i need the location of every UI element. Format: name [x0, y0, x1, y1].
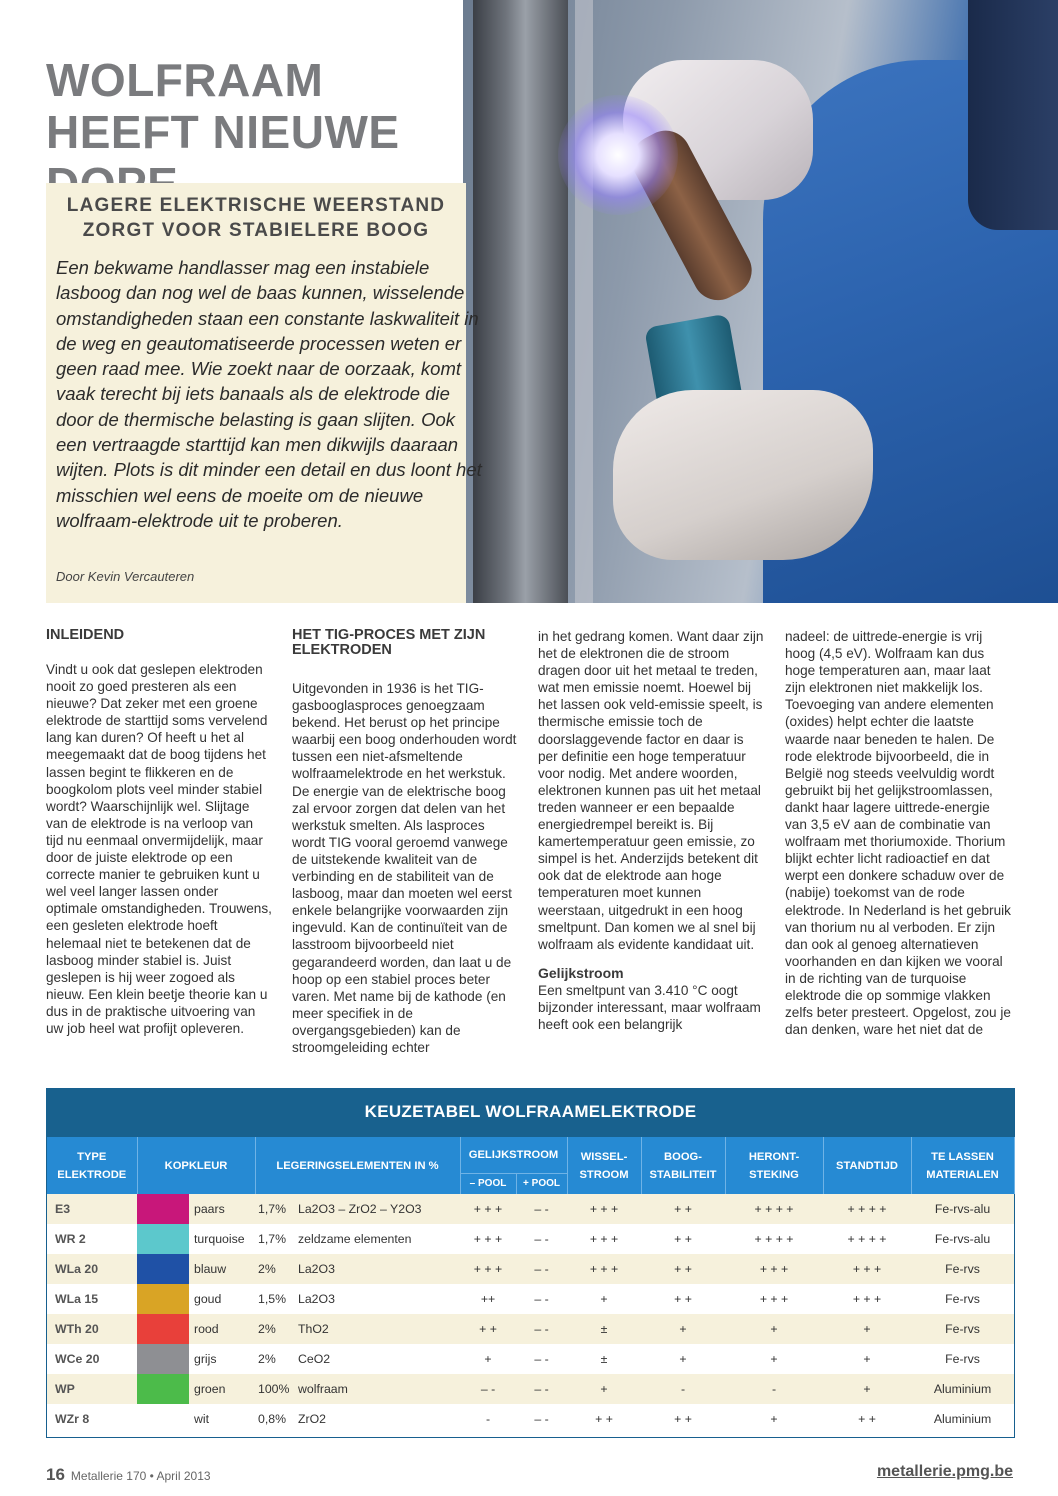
color-swatch — [137, 1194, 189, 1224]
cell-type: WLa 20 — [47, 1254, 137, 1284]
cell-lifetime: + + + — [823, 1284, 911, 1314]
cell-materials: Fe-rvs — [911, 1254, 1014, 1284]
welding-photo — [463, 0, 1058, 603]
cell-arc-stability: + — [641, 1344, 725, 1374]
cell-arc-stability: + + — [641, 1404, 725, 1434]
cell-ac: + — [567, 1284, 641, 1314]
cell-elements: ZrO2 — [295, 1404, 460, 1434]
cell-reignition: + + + — [725, 1284, 823, 1314]
cell-reignition: + — [725, 1404, 823, 1434]
color-swatch — [137, 1314, 189, 1344]
cell-elements: wolfraam — [295, 1374, 460, 1404]
body-text: Vindt u ook dat geslepen elektroden nooit zo goed presteren als een nieuwe? Dat zeker met een groene elektrode de starttijd soms vervelend lang kan duren? Of heeft u het al meegemaakt dat de boog tijdens het lassen begint te flikkeren en de boogkolom plots veel minder stabiel wordt? Waarschijnlijk wel. Slijtage van de elektrode is na verloop van tijd nu eenmaal onvermijdelijk, maar door de juiste elektrode op een correcte manier te gebruiken kunt u wel veel langer lassen onder optimale omstandigheden. Trouwens, een gesleten elektrode hoeft helemaal niet te betekenen dat de lasboog minder stabiel is. Juist geslepen is hij weer zogoed als nieuw. Een klein beetje theorie kan u dus in de praktische uitvoering van uw job heel wat profijt opleveren. — [46, 662, 272, 1036]
cell-percentage: 2% — [255, 1254, 295, 1284]
cell-dc-minus: + + + — [460, 1254, 516, 1284]
body-text: nadeel: de uittrede-energie is vrij hoog (4,5 eV). Wolfraam kan dus hoge temperaturen aan, maar laat zijn elektronen niet makkelijk los. Toevoeging van andere elementen (oxides) helpt echter die laatste waarde naar beneden te halen. De rode elektrode bijvoorbeeld, die in België nog steeds veelvuldig wordt gebruikt bij het gelijkstroomlassen, dankt haar lagere uittrede-energie van 3,5 eV aan de combinatie van wolfraam met thoriumoxide. Thorium blijkt echter licht radioactief en dat werpt een donkere schaduw over de (nabije) toekomst van de rode elektrode. In Nederland is het gebruik van thorium nu al verboden. Er zijn dan ook al genoeg alternatieven voorhanden en dan kijken we vooral in de richting van de turquoise elektrode die op sommige vlakken zelfs beter presteert. Opgelost, zou je dan denken, ware het niet dat de — [785, 629, 1011, 1038]
table-row — [47, 1404, 1014, 1434]
table-row — [47, 1344, 1014, 1374]
cell-elements: ThO2 — [295, 1314, 460, 1344]
subheading-gelijkstroom: Gelijkstroom — [538, 964, 624, 981]
color-swatch — [137, 1254, 189, 1284]
cell-ac: ± — [567, 1344, 641, 1374]
table-row — [47, 1284, 1014, 1314]
article-subtitle: LAGERE ELEKTRISCHE WEERSTAND ZORGT VOOR STABIELERE BOOG — [66, 195, 446, 241]
cell-dc-minus: + — [460, 1344, 516, 1374]
cell-ac: + + + — [567, 1224, 641, 1254]
cell-dc-minus: ++ — [460, 1284, 516, 1314]
color-swatch-block — [137, 1284, 189, 1314]
column-3 — [538, 628, 764, 1033]
footer-url[interactable]: metallerie.pmg.be — [876, 1463, 1013, 1480]
header-color: KOPKLEUR — [137, 1137, 255, 1194]
cell-lifetime: + — [823, 1374, 911, 1404]
section-heading-tig: HET TIG-PROCES MET ZIJN ELEKTRODEN — [292, 627, 486, 658]
cell-lifetime: + + + + — [823, 1224, 911, 1254]
cell-arc-stability: + + — [641, 1224, 725, 1254]
header-dc-plus: + POOL — [516, 1174, 567, 1195]
header-arc: BOOG-STABILITEIT — [641, 1137, 725, 1194]
header-dc-minus: – POOL — [460, 1174, 516, 1195]
table-row — [47, 1194, 1014, 1224]
cell-ac: + + + — [567, 1254, 641, 1284]
pipe-shape — [473, 0, 568, 603]
cell-reignition: + + + + — [725, 1194, 823, 1224]
cell-arc-stability: + — [641, 1314, 725, 1344]
cell-materials: Fe-rvs-alu — [911, 1194, 1014, 1224]
color-swatch-block — [137, 1194, 189, 1224]
cell-dc-plus: – - — [516, 1284, 567, 1314]
color-swatch — [137, 1374, 189, 1404]
header-ac: WISSEL-STROOM — [567, 1137, 641, 1194]
header-reignite: HERONT-STEKING — [725, 1137, 823, 1194]
color-swatch — [137, 1224, 189, 1254]
cell-ac: + + — [567, 1404, 641, 1434]
cell-percentage: 2% — [255, 1344, 295, 1374]
cell-arc-stability: + + — [641, 1194, 725, 1224]
arc-glow — [558, 95, 678, 215]
cell-percentage: 0,8% — [255, 1404, 295, 1434]
cell-elements: La2O3 — [295, 1254, 460, 1284]
cell-lifetime: + + + + — [823, 1194, 911, 1224]
header-life: STANDTIJD — [823, 1137, 911, 1194]
table-title: KEUZETABEL WOLFRAAMELEKTRODE — [47, 1089, 1014, 1137]
color-swatch — [137, 1284, 189, 1314]
cell-type: WR 2 — [47, 1224, 137, 1254]
cell-reignition: - — [725, 1374, 823, 1404]
electrode-table — [47, 1137, 1015, 1434]
footer-page — [46, 1465, 211, 1485]
cell-ac: + + + — [567, 1194, 641, 1224]
table-body — [47, 1194, 1014, 1434]
column-4 — [785, 628, 1011, 1038]
table-row — [47, 1224, 1014, 1254]
cell-color-name: groen — [189, 1374, 255, 1404]
cell-color-name: turquoise — [189, 1224, 255, 1254]
cell-dc-minus: + + + — [460, 1194, 516, 1224]
article-title: WOLFRAAM HEEFT NIEUWE — [46, 54, 400, 158]
cell-elements: CeO2 — [295, 1344, 460, 1374]
color-swatch-block — [137, 1314, 189, 1344]
cell-dc-minus: + + — [460, 1314, 516, 1344]
cell-color-name: grijs — [189, 1344, 255, 1374]
cell-reignition: + + + + — [725, 1224, 823, 1254]
cell-arc-stability: - — [641, 1374, 725, 1404]
cell-arc-stability: + + — [641, 1284, 725, 1314]
page-number: 16 — [46, 1465, 65, 1484]
cell-percentage: 1,5% — [255, 1284, 295, 1314]
column-2 — [292, 628, 518, 1056]
cell-dc-plus: – - — [516, 1254, 567, 1284]
cell-type: WZr 8 — [47, 1404, 137, 1434]
column-1 — [46, 628, 272, 1037]
cell-lifetime: + — [823, 1344, 911, 1374]
cell-percentage: 2% — [255, 1314, 295, 1344]
byline: Door Kevin Vercauteren — [56, 569, 195, 584]
glove-lower-shape — [613, 390, 873, 560]
cell-materials: Fe-rvs-alu — [911, 1224, 1014, 1254]
cell-dc-plus: – - — [516, 1224, 567, 1254]
cell-lifetime: + — [823, 1314, 911, 1344]
color-swatch-block — [137, 1404, 189, 1434]
cell-ac: ± — [567, 1314, 641, 1344]
color-swatch — [137, 1344, 189, 1374]
cell-materials: Aluminium — [911, 1404, 1014, 1434]
cell-type: WTh 20 — [47, 1314, 137, 1344]
intro-box — [46, 183, 482, 603]
cell-color-name: blauw — [189, 1254, 255, 1284]
color-swatch — [137, 1404, 189, 1434]
magazine-issue: Metallerie 170 • April 2013 — [70, 1469, 211, 1483]
cell-lifetime: + + + — [823, 1254, 911, 1284]
cell-color-name: wit — [189, 1404, 255, 1434]
cell-dc-plus: – - — [516, 1314, 567, 1344]
cell-dc-plus: – - — [516, 1404, 567, 1434]
color-swatch-block — [137, 1224, 189, 1254]
article-lead: Een bekwame handlasser mag een instabiele lasboog dan nog wel de baas kunnen, wisselende omstandigheden staan een constante laskwaliteit in de weg en geautomatiseerde processen weten er geen raad mee. Wie zoekt naar de oorzaak, komt vaak terecht bij iets banaals als de elektrode die door de thermische belasting is gaan slijten. Ook een vertraagde starttijd kan men dikwijls daaraan wijten. Plots is dit minder een detail en dus loont het misschien wel eens de moeite om de nieuwe wolfraam-elektrode uit te proberen. — [56, 257, 482, 531]
cell-reignition: + — [725, 1314, 823, 1344]
cell-dc-minus: + + + — [460, 1224, 516, 1254]
header-type: TYPE ELEKTRODE — [47, 1137, 137, 1194]
cell-reignition: + + + — [725, 1254, 823, 1284]
cell-dc-plus: – - — [516, 1344, 567, 1374]
cell-type: WCe 20 — [47, 1344, 137, 1374]
cell-percentage: 1,7% — [255, 1194, 295, 1224]
header-alloy: LEGERINGSELEMENTEN IN % — [255, 1137, 460, 1194]
color-swatch-block — [137, 1344, 189, 1374]
body-text: in het gedrang komen. Want daar zijn het de elektronen die de stroom dragen door uit het metaal te treden, wat men emissie noemt. Hoewel bij het lassen ook veld-emissie speelt, is thermische emissie toch de doorslaggevende factor en daar is per definitie een hoge temperatuur voor nodig. Met andere woorden, elektronen kunnen pas uit het metaal treden wanneer er een bepaalde energiedrempel bereikt is. Bij kamertemperatuur geen emissie, zo simpel is het. Anderzijds betekent dit ook dat de elektrode aan hoge temperaturen moet kunnen weerstaan, uitgedrukt in een hoog smeltpunt. Dan komen we al snel bij wolfraam als evidente kandidaat uit. — [538, 629, 764, 952]
electrode-selection-table — [46, 1088, 1015, 1438]
color-swatch-block — [137, 1254, 189, 1284]
cell-dc-plus: – - — [516, 1374, 567, 1404]
header-dc: GELIJKSTROOM — [460, 1137, 567, 1174]
cell-materials: Aluminium — [911, 1374, 1014, 1404]
cell-dc-minus: – - — [460, 1374, 516, 1404]
header-materials: TE LASSEN MATERIALEN — [911, 1137, 1014, 1194]
cell-arc-stability: + + — [641, 1254, 725, 1284]
table-row — [47, 1374, 1014, 1404]
cell-ac: + — [567, 1374, 641, 1404]
cell-dc-minus: - — [460, 1404, 516, 1434]
cell-elements: La2O3 – ZrO2 – Y2O3 — [295, 1194, 460, 1224]
cell-lifetime: + + — [823, 1404, 911, 1434]
color-swatch-block — [137, 1374, 189, 1404]
cell-elements: La2O3 — [295, 1284, 460, 1314]
table-row — [47, 1254, 1014, 1284]
cell-percentage: 1,7% — [255, 1224, 295, 1254]
cell-type: WP — [47, 1374, 137, 1404]
cell-materials: Fe-rvs — [911, 1344, 1014, 1374]
table-row — [47, 1314, 1014, 1344]
cell-dc-plus: – - — [516, 1194, 567, 1224]
welding-mask-shape — [968, 0, 1058, 230]
section-heading-inleidend: INLEIDEND — [46, 627, 125, 643]
cell-materials: Fe-rvs — [911, 1284, 1014, 1314]
cell-type: E3 — [47, 1194, 137, 1224]
pipe-highlight — [575, 0, 593, 603]
body-text: Een smeltpunt van 3.410 °C oogt bijzonder interessant, maar wolfraam heeft ook een belangrijk — [538, 982, 761, 1033]
cell-reignition: + — [725, 1344, 823, 1374]
cell-type: WLa 15 — [47, 1284, 137, 1314]
cell-color-name: paars — [189, 1194, 255, 1224]
cell-color-name: goud — [189, 1284, 255, 1314]
cell-percentage: 100% — [255, 1374, 295, 1404]
cell-elements: zeldzame elementen — [295, 1224, 460, 1254]
cell-materials: Fe-rvs — [911, 1314, 1014, 1344]
cell-color-name: rood — [189, 1314, 255, 1344]
body-text: Uitgevonden in 1936 is het TIG-gasbooglasproces genoegzaam bekend. Het berust op het principe waarbij een boog onderhouden wordt tussen een niet-afsmeltende wolfraamelektrode en het werkstuk. De energie van de elektrische boog zal ervoor zorgen dat delen van het werkstuk smelten. Als lasproces wordt TIG vooral geroemd vanwege de uitstekende kwaliteit van de verbinding en de stabiliteit van de lasboog, maar dan moeten wel eerst enkele belangrijke voorwaarden zijn ingevuld. Kan de continuïteit van de lasstroom bijvoorbeeld niet gegarandeerd worden, dan laat u de hoop op een stabiel proces beter varen. Met name bij de kathode (en meer specifiek in de overgangsgebieden) kan de stroomgeleiding echter — [292, 681, 517, 1055]
